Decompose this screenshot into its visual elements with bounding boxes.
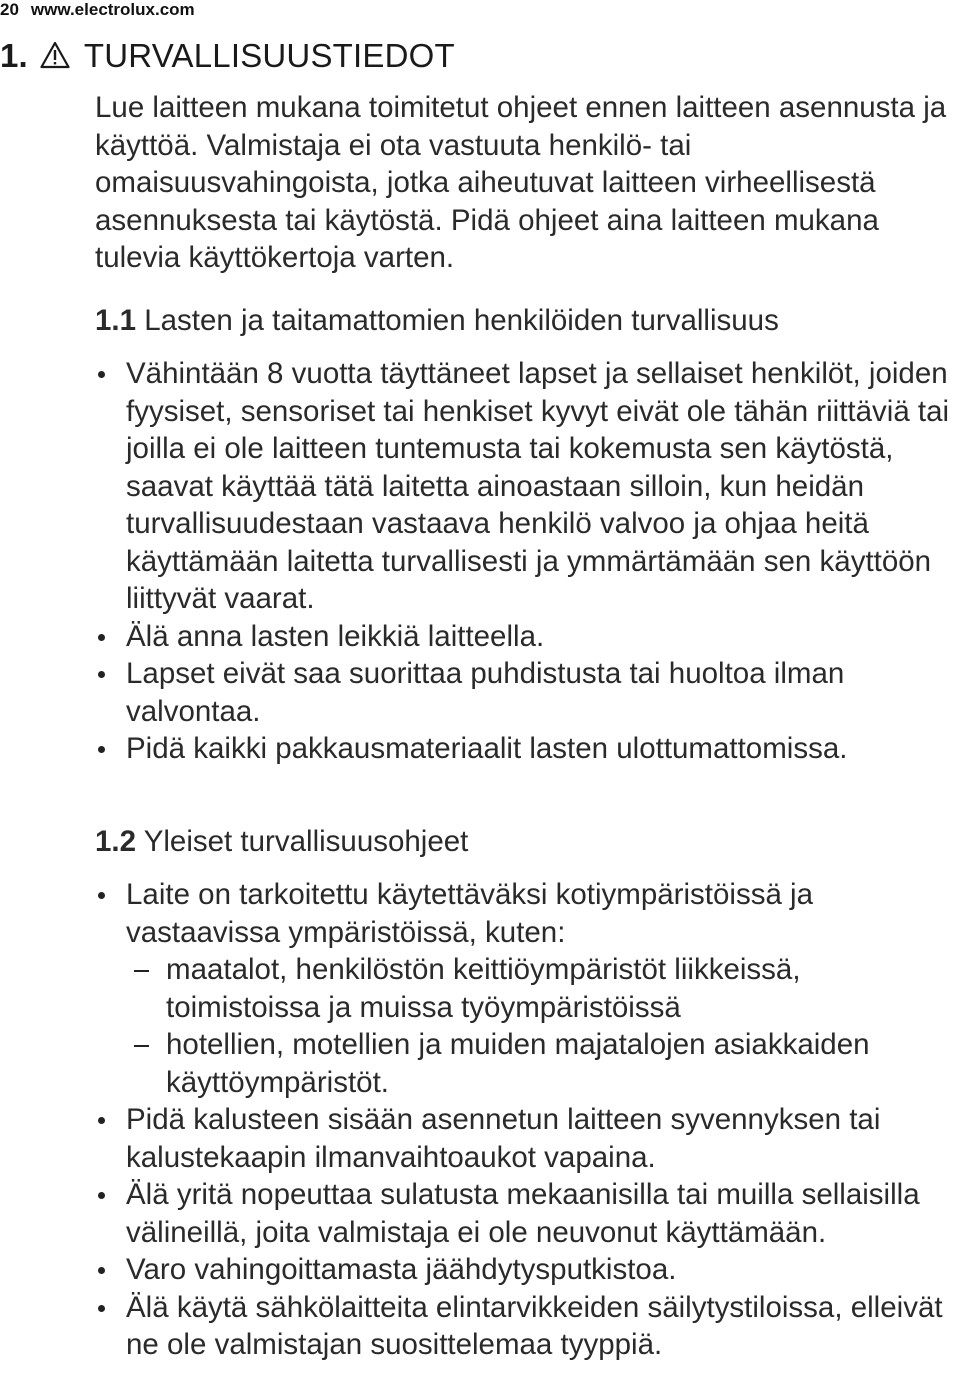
- bullet-icon: [98, 1117, 105, 1124]
- page-header: [0, 0, 195, 20]
- list-item: [126, 1176, 960, 1251]
- environment-sublist: [126, 951, 960, 1101]
- list-item: [126, 1101, 960, 1176]
- list-item: [126, 730, 960, 768]
- list-item-text: Laite on tarkoitettu käytettäväksi kotiympäristöissä ja vastaavissa ympäristöissä, kuten:: [126, 878, 814, 949]
- list-item: [126, 355, 960, 618]
- bullet-icon: [98, 746, 105, 753]
- bullet-icon: [98, 371, 105, 378]
- sublist-item: [166, 951, 960, 1026]
- sublist-item-text: hotellien, motellien ja muiden majatalojen asiakkaiden käyttöympäristöt.: [166, 1028, 870, 1099]
- subsection-number: 1.1: [95, 304, 137, 337]
- list-item-text: Pidä kaikki pakkausmateriaalit lasten ulottumattomissa.: [126, 732, 848, 765]
- bullet-icon: [98, 1192, 105, 1199]
- list-item-text: Varo vahingoittamasta jäähdytysputkistoa.: [126, 1253, 677, 1286]
- list-item: [126, 1289, 960, 1364]
- list-item: [126, 655, 960, 730]
- list-item: [126, 876, 960, 1101]
- subsection-title: Yleiset turvallisuusohjeet: [143, 825, 469, 858]
- dash-icon: [134, 970, 149, 972]
- sublist-item-text: maatalot, henkilöstön keittiöympäristöt liikkeissä, toimistoissa ja muissa työympäristöissä: [166, 953, 801, 1024]
- bullet-icon: [98, 892, 105, 899]
- list-item: [126, 618, 960, 656]
- bullet-icon: [98, 671, 105, 678]
- bullet-icon: [98, 1305, 105, 1312]
- child-safety-list: [126, 355, 960, 768]
- section-title: [0, 34, 455, 78]
- subsection-title: Lasten ja taitamattomien henkilöiden turvallisuus: [144, 304, 779, 337]
- subsection-number: 1.2: [95, 825, 137, 858]
- bullet-icon: [98, 634, 105, 641]
- sublist-item: [166, 1026, 960, 1101]
- list-item-text: Lapset eivät saa suorittaa puhdistusta tai huoltoa ilman valvontaa.: [126, 657, 845, 728]
- header-url: www.electrolux.com: [30, 0, 195, 19]
- subsection-heading-1-2: [95, 823, 468, 861]
- list-item-text: Älä anna lasten leikkiä laitteella.: [126, 619, 545, 653]
- list-item-text: Älä käytä sähkölaitteita elintarvikkeiden säilytystiloissa, elleivät ne ole valmistajan suosittelemaa tyyppiä.: [126, 1290, 943, 1361]
- list-item-text: Pidä kalusteen sisään asennetun laitteen syvennyksen tai kalustekaapin ilmanvaihtoaukot vapaina.: [126, 1103, 881, 1174]
- warning-triangle-icon: [40, 41, 70, 69]
- list-item-text: Älä yritä nopeuttaa sulatusta mekaanisilla tai muilla sellaisilla välineillä, joita valmistaja ei ole neuvonut käyttämään.: [126, 1178, 920, 1249]
- intro-paragraph: Lue laitteen mukana toimitetut ohjeet ennen laitteen asennusta ja käyttöä. Valmistaja ei ota vastuuta henkilö- tai omaisuusvahingoista, jotka aiheutuvat laitteen virheellisestä asennuksesta tai käytöstä. Pidä ohjeet aina laitteen mukana tulevia käyttökertoja varten.: [95, 91, 947, 274]
- section-number: 1.: [0, 37, 28, 74]
- list-item-text: Vähintään 8 vuotta täyttäneet lapset ja sellaiset henkilöt, joiden fyysiset, sensoriset tai henkiset kyvyt eivät ole tähän riittäviä tai joilla ei ole laitteen tuntemusta tai kokemusta sen käytöstä, saavat käyttää tätä laitetta ainoastaan silloin, kun heidän turvallisuudestaan vastaava henkilö valvoo ja ohjaa heitä käyttämään laitetta turvallisesti ja ymmärtämään sen käyttöön liittyvät vaarat.: [126, 357, 950, 615]
- bullet-icon: [98, 1267, 105, 1274]
- subsection-heading-1-1: [95, 302, 779, 340]
- list-item: [126, 1251, 960, 1289]
- section-heading: TURVALLISUUSTIEDOT: [83, 37, 455, 74]
- dash-icon: [134, 1045, 149, 1047]
- general-safety-list: [126, 876, 960, 1364]
- page-number: 20: [0, 0, 19, 19]
